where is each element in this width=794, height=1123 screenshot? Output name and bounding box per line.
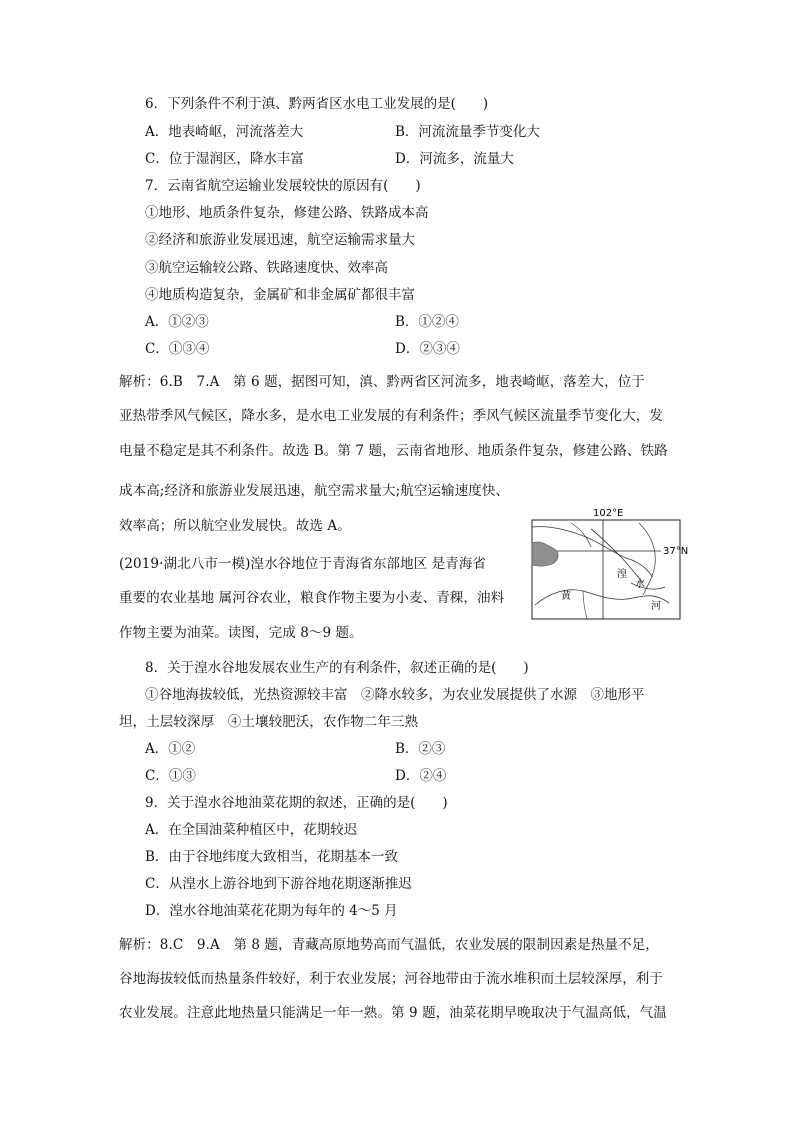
- q8-statement-line-1: ①谷地海拔较低，光热资源较丰富 ②降水较多，为农业发展提供了水源 ③地形平: [145, 687, 645, 703]
- q6-option-a: A．地表崎岖，河流落差大: [145, 124, 304, 140]
- q7-option-b: B．①②④: [395, 314, 459, 330]
- q9-stem: 9．关于湟水谷地油菜花期的叙述，正确的是( ): [145, 795, 448, 811]
- q7-statement-4: ④地质构造复杂，金属矿和非金属矿都很丰富: [145, 287, 415, 303]
- q8-statement-line-2: 坦，土层较深厚 ④土壤较肥沃，农作物二年三熟: [119, 714, 419, 730]
- q9-option-b: B．由于谷地纬度大致相当，花期基本一致: [145, 849, 398, 865]
- explanation-8-9-line-3: 农业发展。注意此地热量只能满足一年一熟。第 9 题，油菜花期早晚取决于气温高低，气温: [119, 1005, 667, 1021]
- q8-stem: 8．关于湟水谷地发展农业生产的有利条件，叙述正确的是( ): [145, 660, 529, 676]
- river-char-1: 湟: [617, 569, 627, 580]
- river-char-2: 水: [635, 579, 645, 590]
- intro-line-3: 作物主要为油菜。读图，完成 8～9 题。: [119, 625, 363, 641]
- q7-option-d: D．②③④: [395, 341, 460, 357]
- explanation-8-9-line-2: 谷地海拔较低而热量条件较好，利于农业发展；河谷地带由于流水堆积而土层较深厚，利于: [119, 971, 663, 987]
- explanation-6-7-line-5: 效率高；所以航空业发展快。故选 A。: [119, 518, 351, 534]
- explanation-6-7-line-2: 亚热带季风气候区，降水多，是水电工业发展的有利条件；季风气候区流量季节变化大，发: [119, 408, 663, 424]
- river-char-3: 黄: [561, 591, 571, 602]
- q9-option-d: D．湟水谷地油菜花花期为每年的 4～5 月: [145, 903, 398, 919]
- q9-option-c: C．从湟水上游谷地到下游谷地花期逐渐推迟: [145, 876, 412, 892]
- q8-option-d: D．②④: [395, 768, 447, 784]
- river-char-4: 河: [651, 601, 661, 612]
- q6-option-c: C．位于湿润区，降水丰富: [145, 151, 304, 167]
- q8-option-a: A．①②: [145, 741, 196, 757]
- q6-option-b: B．河流流量季节变化大: [395, 124, 540, 140]
- q8-option-b: B．②③: [395, 741, 446, 757]
- q7-option-a: A．①②③: [145, 314, 209, 330]
- longitude-label: 102°E: [593, 508, 624, 519]
- q7-option-c: C．①③④: [145, 341, 210, 357]
- explanation-8-9-line-1: 解析：8.C 9.A 第 8 题，青藏高原地势高而气温低，农业发展的限制因素是热量不足，: [119, 937, 659, 953]
- explanation-6-7-line-1: 解析：6.B 7.A 第 6 题，据图可知，滇、黔两省区河流多，地表崎岖，落差大，位于: [119, 374, 645, 390]
- q6-option-d: D．河流多，流量大: [395, 151, 514, 167]
- latitude-label: 37°N: [663, 546, 689, 557]
- intro-line-1: (2019·湖北八市一模)湟水谷地位于青海省东部地区 是青海省: [119, 556, 487, 572]
- q6-stem: 6．下列条件不利于滇、黔两省区水电工业发展的是( ): [145, 96, 489, 112]
- q7-statement-2: ②经济和旅游业发展迅速，航空运输需求量大: [145, 232, 415, 248]
- q7-statement-3: ③航空运输较公路、铁路速度快、效率高: [145, 260, 388, 276]
- q7-statement-1: ①地形、地质条件复杂，修建公路、铁路成本高: [145, 205, 429, 221]
- huangshui-valley-map: [531, 507, 689, 620]
- intro-line-2: 重要的农业基地 属河谷农业，粮食作物主要为小麦、青稞，油料: [119, 590, 505, 606]
- explanation-6-7-line-4: 成本高;经济和旅游业发展迅速，航空需求量大;航空运输速度快、: [119, 483, 510, 499]
- q8-option-c: C．①③: [145, 768, 196, 784]
- q7-stem: 7．云南省航空运输业发展较快的原因有( ): [145, 178, 421, 194]
- q9-option-a: A．在全国油菜种植区中，花期较迟: [145, 822, 358, 838]
- explanation-6-7-line-3: 电量不稳定是其不利条件。故选 B。第 7 题，云南省地形、地质条件复杂，修建公路、铁路: [119, 443, 668, 459]
